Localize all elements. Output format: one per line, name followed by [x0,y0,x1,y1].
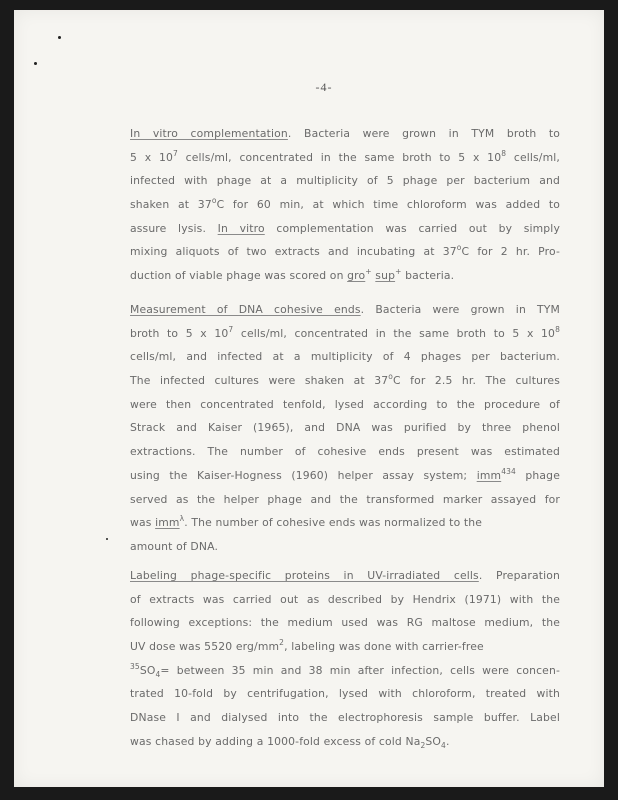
paragraph-in-vitro-complementation [130,122,560,288]
superscript: λ [179,514,185,524]
text-span: cells/ml, and infected at a multiplicity of 4 phages per bacterium. [130,350,560,364]
paper-speck [106,538,108,540]
text-span: extractions. The number of cohesive ends present was estimated [130,445,560,459]
superscript: 434 [501,466,516,476]
text-line [130,298,560,322]
superscript: 8 [501,148,507,158]
text-line [130,635,560,659]
text-line [130,588,560,612]
text-span: trated 10-fold by centrifugation, lysed with chloroform, treated with [130,687,560,701]
text-span: cells/ml, concentrated in the same broth to 5 x 10 [177,150,502,164]
text-span: assure lysis. [130,221,218,235]
text-line [130,169,560,193]
text-line [130,345,560,369]
underlined-text: Measurement of DNA cohesive ends [130,303,361,316]
text-line [130,264,560,288]
superscript: o [211,196,217,206]
text-line [130,488,560,512]
text-span: C for 2.5 hr. The cultures [393,374,560,388]
text-span: bacteria. [401,269,455,283]
superscript: + [365,267,372,277]
text-span: UV dose was 5520 erg/mm [130,640,280,654]
text-span: SO [139,663,156,677]
text-span: . Preparation [478,569,560,582]
subscript: 4 [155,669,161,679]
text-span: . Bacteria were grown in TYM broth to [287,127,560,140]
text-span: . The number of cohesive ends was normalized to the [184,516,483,530]
text-span: amount of DNA. [130,539,219,553]
text-span: C for 2 hr. Pro- [461,245,560,259]
text-span: was [130,516,156,530]
text-span: served as the helper phage and the transformed marker assayed for [130,492,560,506]
text-span: of extracts was carried out as described by Hendrix (1971) with the [130,592,560,606]
text-span: . Bacteria were grown in TYM [360,303,561,316]
text-line [130,611,560,635]
subscript: 2 [420,740,426,750]
paragraph-labeling-proteins [130,564,560,754]
page-number: -4- [315,80,333,94]
superscript: 35 [130,661,140,671]
document-page [14,10,604,787]
superscript: o [456,243,462,253]
paragraph-dna-cohesive-ends [130,298,560,559]
text-span: 5 x 10 [130,150,173,164]
superscript: o [388,372,393,382]
text-span: phage [515,468,560,482]
underlined-text: imm [155,516,180,530]
text-span: = between 35 min and 38 min after infection, cells were concen- [160,663,560,677]
text-line [130,122,560,146]
text-span: was chased by adding a 1000-fold excess of cold Na [130,734,421,748]
text-line [130,706,560,730]
text-line [130,659,560,683]
superscript: 7 [173,148,178,158]
text-span: complementation was carried out by simply [264,221,561,235]
text-line [130,416,560,440]
text-line [130,393,560,417]
underlined-text: sup [375,269,396,283]
text-line [130,730,560,754]
text-line [130,535,560,559]
superscript: + [395,267,402,277]
text-line [130,322,560,346]
paper-speck [34,62,37,65]
text-line [130,682,560,706]
text-span: using the Kaiser-Hogness (1960) helper assay system; [130,468,477,482]
text-span: duction of viable phage was scored on [130,269,348,283]
text-line [130,369,560,393]
subscript: 4 [441,740,446,750]
text-span: DNase I and dialysed into the electrophoresis sample buffer. Label [130,711,560,725]
text-line [130,440,560,464]
text-span: cells/ml, [506,150,560,164]
text-span: infected with phage at a multiplicity of 5 phage per bacterium and [130,174,560,188]
superscript: 8 [555,324,560,334]
text-span: SO [425,734,442,748]
paper-speck [58,36,61,39]
text-span: . [445,734,450,748]
text-line [130,193,560,217]
text-line [130,217,560,241]
text-span: mixing aliquots of two extracts and incubating at 37 [130,245,457,259]
underlined-text: gro [347,269,366,283]
text-line [130,511,560,535]
underlined-text: In vitro complementation [130,127,288,140]
text-span: broth to 5 x 10 [130,326,229,340]
text-span: were then concentrated tenfold, lysed according to the procedure of [130,397,560,411]
underlined-text: In vitro [217,221,265,235]
text-span: following exceptions: the medium used was RG maltose medium, the [130,616,560,630]
underlined-text: Labeling phage-specific proteins in UV-irradiated cells [130,569,479,582]
text-span: Strack and Kaiser (1965), and DNA was purified by three phenol [130,421,560,435]
text-span: C for 60 min, at which time chloroform was added to [216,198,560,212]
superscript: 7 [228,324,234,334]
underlined-text: imm [476,468,502,482]
text-line [130,240,560,264]
text-span: The infected cultures were shaken at 37 [130,374,389,388]
text-line [130,464,560,488]
superscript: 2 [279,638,285,648]
text-line [130,146,560,170]
text-span: , labeling was done with carrier-free [284,640,484,654]
text-span: shaken at 37 [130,198,212,212]
text-line [130,564,560,588]
text-span: cells/ml, concentrated in the same broth to 5 x 10 [233,326,556,340]
